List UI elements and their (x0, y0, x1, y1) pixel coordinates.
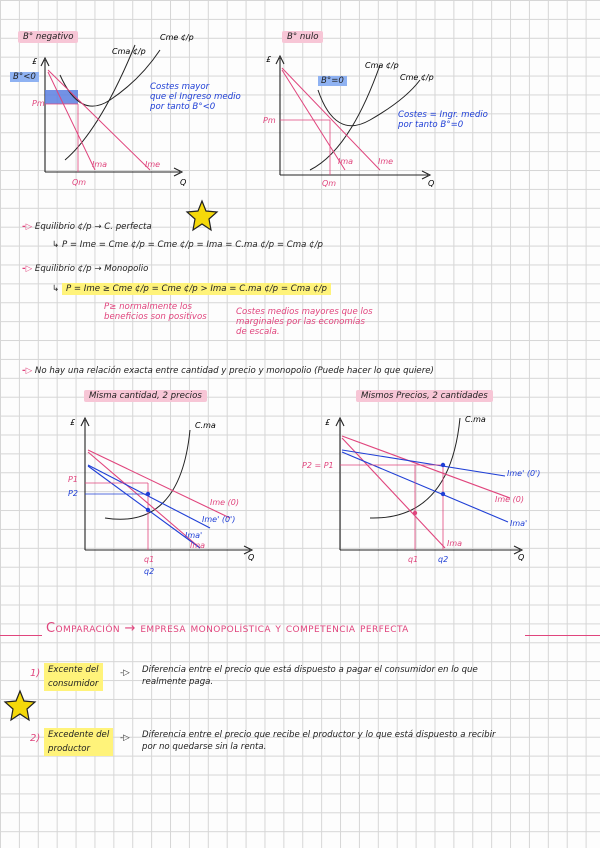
graph1-bneg-text: B°<0 (10, 72, 39, 82)
monopoly-note-line: de escala. (236, 327, 280, 337)
equilibrium-monopoly-formula (52, 284, 331, 294)
equilibrium-perfect (22, 222, 152, 232)
graph4-tag-text: Mismos Precios, 2 cantidades (356, 390, 493, 402)
item-definition (142, 729, 496, 753)
graph4-ime0-label: Ime (0) (495, 495, 524, 504)
graph2-cme-label: Cme ¢/p (400, 73, 434, 82)
graph2-y-label: £ (266, 55, 272, 64)
graph3-cma-label: C.ma (195, 421, 216, 430)
item-term (44, 663, 103, 691)
item-definition-line: por no quedarse sin la renta. (142, 742, 267, 752)
item-term (44, 728, 113, 756)
graph1-tag-text: B° negativo (18, 31, 78, 43)
graph3-ima-label: Ima (190, 541, 206, 550)
graph3-imap-label: Ima' (185, 531, 203, 540)
graph3-ime0-label: Ime (0) (210, 498, 239, 507)
graph4 (300, 410, 540, 580)
graph4-price-point (441, 463, 445, 467)
graph3-tag (84, 391, 207, 401)
arrow-icon: -▷ (22, 222, 33, 232)
graph4-q1-label: q1 (408, 555, 419, 564)
graph4-x-label: Q (518, 553, 525, 562)
graph4-imap-label: Ima' (510, 519, 528, 528)
comparison-rule-left (0, 635, 42, 636)
graph4-ime0p-label: Ime' (0') (507, 469, 541, 478)
equilibrium-monopoly (22, 264, 148, 274)
graph1-pm-label: Pm (32, 99, 45, 108)
star-icon (186, 200, 218, 232)
graph3-q2-label: q2 (144, 567, 155, 576)
graph1-ime-line (48, 70, 150, 170)
comparison-title: Comparación → empresa monopolística y competencia perfecta (46, 621, 409, 636)
graph3 (60, 410, 260, 590)
graph1-ime-label: Ime (145, 160, 161, 169)
graph1-x-label: Q (180, 178, 187, 187)
graph4-ima-prime-line (342, 452, 508, 522)
graph1-axes (41, 58, 182, 176)
item-definition-line: realmente paga. (142, 677, 214, 687)
graph2-qm-label: Qm (322, 179, 337, 188)
monopoly-note-line: marginales por las economías (236, 317, 365, 327)
arrow-icon: -▷ (22, 264, 33, 274)
graph1-bneg-badge (10, 72, 39, 82)
graph4-ima-label: Ima (447, 539, 463, 548)
graph4-eq-point (441, 492, 445, 496)
graph2-cma-label: Cma ¢/p (365, 61, 399, 70)
graph3-p2-label: P2 (68, 489, 78, 498)
graph3-tag-text: Misma cantidad, 2 precios (84, 390, 207, 402)
item-number: 2) (30, 733, 41, 744)
comparison-rule-right (525, 635, 600, 636)
monopoly-note-a (104, 302, 207, 322)
star-icon (4, 690, 36, 722)
graph1-note-line: por tanto B°<0 (150, 102, 216, 112)
item-number: 1) (30, 668, 41, 679)
graph2-x-label: Q (428, 179, 435, 188)
monopoly-note-line: P≥ normalmente los (104, 302, 192, 312)
graph2-note-line: por tanto B°=0 (398, 120, 464, 130)
monopoly-note-b (236, 307, 373, 337)
graph1-ima-line (48, 72, 95, 170)
graph3-ime0p-label: Ime' (0') (202, 515, 236, 524)
graph1-qm-label: Qm (72, 178, 87, 187)
monopoly-note-line: Costes medios mayores que los (236, 307, 373, 317)
item-term-line: Excedente del (44, 728, 113, 742)
equilibrium-perfect-text: Equilibrio ¢/p → C. perfecta (34, 222, 152, 232)
graph2-bzero-badge (318, 76, 347, 86)
graph3-x-label: Q (248, 553, 255, 562)
graph4-tag (356, 391, 493, 401)
item-term-line: Excente del (44, 663, 103, 677)
graph1-note-line: Costes mayor (150, 82, 210, 92)
arrow-icon: -▷ (22, 366, 33, 376)
graph4-eq-point-pink (413, 511, 417, 515)
graph3-q1-label: q1 (144, 555, 155, 564)
monopoly-note-line: beneficios son positivos (104, 312, 207, 322)
graph4-y-label: £ (325, 418, 331, 427)
graph1-ima-label: Ima (92, 160, 108, 169)
graph3-ime-line (88, 450, 230, 518)
graph4-ime-prime-line (342, 450, 505, 476)
equilibrium-monopoly-formula-text: P = Ime ≥ Cme ¢/p = Cme ¢/p > Ima = C.ma ¢/p = Cma ¢/p (62, 283, 331, 295)
graph3-y-label: £ (70, 418, 76, 427)
arrow-icon: ↳ (52, 240, 60, 250)
relation-text: No hay una relación exacta entre cantidad y precio y monopolio (Puede hacer lo que quiere) (34, 366, 434, 376)
item-definition-line: Diferencia entre el precio que está dispuesto a pagar el consumidor en lo que (142, 665, 478, 675)
graph2-pm-label: Pm (263, 116, 276, 125)
graph3-eq-point (146, 508, 150, 512)
graph1-note-line: que el Ingreso medio (150, 92, 241, 102)
graph3-price-point (146, 492, 150, 496)
graph2-ima-label: Ima (338, 157, 354, 166)
graph1-note (150, 82, 241, 112)
graph1-cma-label: Cma ¢/p (112, 47, 146, 56)
equilibrium-monopoly-text: Equilibrio ¢/p → Monopolio (34, 264, 149, 274)
graph4-q2-label: q2 (438, 555, 449, 564)
graph3-cma-curve (105, 430, 190, 519)
graph1-cme-label: Cme ¢/p (160, 33, 194, 42)
graph4-p-label: P2 = P1 (302, 461, 334, 470)
graph4-axes (336, 418, 522, 554)
graph3-axes (81, 418, 252, 554)
arrow-icon: -▷ (120, 668, 130, 678)
graph1-y-label: £ (32, 57, 38, 66)
equilibrium-perfect-formula-text: P = Ime = Cme ¢/p = Cme ¢/p = Ima = C.ma ¢/p = Cma ¢/p (61, 240, 323, 250)
item-definition (142, 664, 478, 688)
item-term-line: productor (44, 742, 113, 756)
graph3-p1-label: P1 (68, 475, 78, 484)
graph2-note (398, 110, 488, 130)
graph4-cma-label: C.ma (465, 415, 486, 424)
graph2-bzero-text: B°=0 (318, 76, 347, 86)
graph2-tag-text: B° nulo (282, 31, 323, 43)
equilibrium-perfect-formula (52, 240, 323, 250)
relation-note (22, 366, 434, 376)
item-definition-line: Diferencia entre el precio que recibe el productor y lo que está dispuesto a recibir (142, 730, 496, 740)
arrow-icon: -▷ (120, 733, 130, 743)
graph2-ime-label: Ime (378, 157, 394, 166)
graph4-ime-line (342, 436, 510, 498)
graph2-note-line: Costes = Ingr. medio (398, 110, 488, 120)
arrow-icon: ↳ (52, 284, 60, 294)
item-term-line: consumidor (44, 677, 103, 691)
